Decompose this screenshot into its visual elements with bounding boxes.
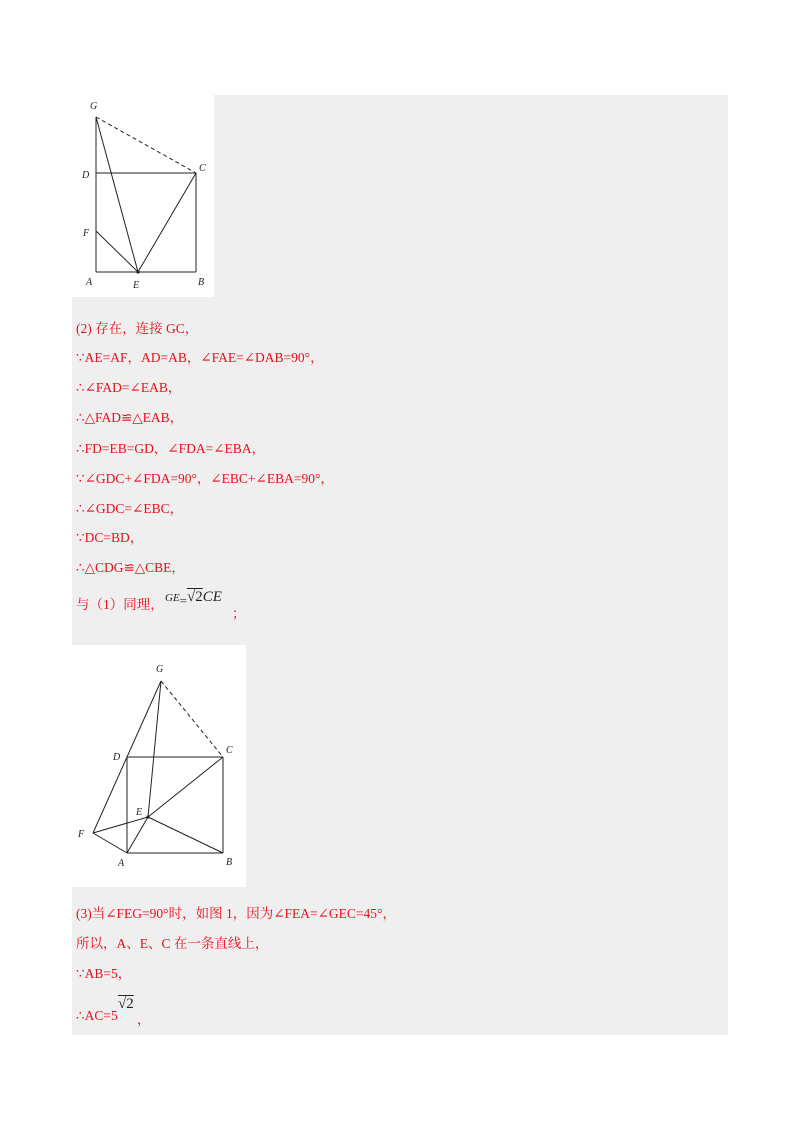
part2-line-8: ∵DC=BD， xyxy=(76,530,144,545)
fig2-label-E: E xyxy=(136,807,143,818)
part2-line-9: ∴△CDG≌△CBE， xyxy=(76,560,185,575)
same-line-suffix: ； xyxy=(232,606,246,621)
fig2-label-D: D xyxy=(113,752,121,763)
fig2-label-B: B xyxy=(226,857,233,868)
part2-line-7: ∴∠GDC=∠EBC， xyxy=(76,501,184,516)
fig2-label-G: G xyxy=(156,664,164,675)
part2-line-2: ∵AE=AF，AD=AB，∠FAE=∠DAB=90°， xyxy=(76,350,324,365)
part3-line-3: ∵AB=5， xyxy=(76,966,132,981)
part2-line-1: (2) 存在，连接 GC， xyxy=(76,321,199,336)
formula-eq: = xyxy=(179,593,188,608)
same-as-prefix: 与（1）同理， xyxy=(76,597,164,612)
ac-suffix: ， xyxy=(137,1012,151,1027)
part2-line-5: ∴FD=EB=GD，∠FDA=∠EBA， xyxy=(76,441,266,456)
fig1-label-A: A xyxy=(86,277,93,288)
figure-2 xyxy=(72,645,246,887)
fig2-label-F: F xyxy=(78,829,85,840)
formula-sqrt: √2 xyxy=(187,589,203,605)
part2-line-6: ∵∠GDC+∠FDA=90°，∠EBC+∠EBA=90°， xyxy=(76,471,334,486)
fig1-label-D: D xyxy=(82,170,90,181)
fig2-label-C: C xyxy=(226,745,233,756)
fig1-label-B: B xyxy=(198,277,205,288)
same-as-part1-line xyxy=(76,597,164,613)
ac-sqrt: √2 xyxy=(118,996,134,1012)
part3-line-1: (3)当∠FEG=90°时，如图 1，因为∠FEA=∠GEC=45°， xyxy=(76,906,396,921)
formula-ge: GE xyxy=(165,592,180,604)
figure-1 xyxy=(72,95,214,297)
part2-line-3: ∴∠FAD=∠EAB， xyxy=(76,380,182,395)
formula-ce: CE xyxy=(202,589,222,605)
fig1-label-C: C xyxy=(199,163,206,174)
part3-line-2: 所以，A、E、C 在一条直线上， xyxy=(76,936,269,951)
ac-line xyxy=(76,1008,118,1024)
fig1-label-G: G xyxy=(90,101,98,112)
fig1-label-F: F xyxy=(83,228,90,239)
fig1-label-E: E xyxy=(133,280,140,291)
ge-formula xyxy=(165,588,222,606)
part2-line-4: ∴△FAD≌△EAB， xyxy=(76,410,184,425)
fig2-label-A: A xyxy=(118,858,125,869)
ac-prefix: ∴AC=5 xyxy=(76,1008,118,1023)
